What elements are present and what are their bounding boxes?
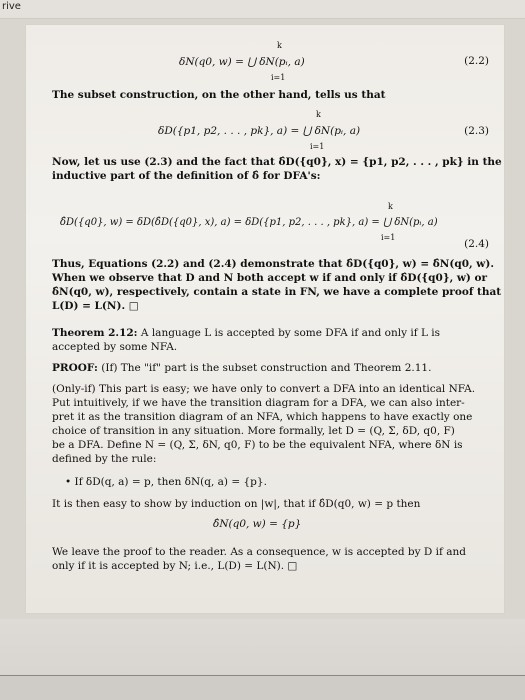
equation-2-2 bbox=[179, 56, 487, 68]
top-bar bbox=[0, 0, 525, 19]
eq24-number: (2.4) bbox=[464, 238, 489, 250]
bullet-text: If δD(q, a) = p, then δN(q, a) = {p}. bbox=[74, 476, 267, 488]
eq22-bottom-index: i=1 bbox=[271, 73, 286, 82]
eq23-top-index: k bbox=[316, 110, 321, 119]
proof-line-4: pret it as the transition diagram of an NFA, which happens to have exactly one bbox=[52, 411, 473, 423]
eq24-left: δ̂D({q0}, w) = δD(δ̂D({q0}, x), a) = δD({p1, p2, . . . , pk}, a) = bbox=[60, 217, 380, 228]
text-line-4: Thus, Equations (2.2) and (2.4) demonstrate that δ̂D({q0}, w) = δ̂N(q0, w). bbox=[52, 258, 494, 270]
eq22-number: (2.2) bbox=[464, 55, 489, 67]
proof-line-2: (Only-if) This part is easy; we have only to convert a DFA into an identical NFA. bbox=[52, 383, 476, 395]
proof-line-7: defined by the rule: bbox=[52, 453, 157, 465]
document-page bbox=[25, 24, 505, 614]
eq23-right: ⋃ δN(pᵢ, a) bbox=[302, 125, 361, 137]
proof-line-5: choice of transition in any situation. More formally, let D = (Q, Σ, δD, q0, F) bbox=[52, 425, 455, 437]
proof-label: PROOF: bbox=[52, 362, 98, 374]
text-line-5: When we observe that D and N both accept w if and only if δ̂D({q0}, w) or bbox=[52, 272, 488, 284]
equation-2-3 bbox=[158, 125, 487, 137]
eq23-number: (2.3) bbox=[464, 125, 489, 137]
text-line-2: Now, let us use (2.3) and the fact that δ̂D({q0}, x) = {p1, p2, . . . , pk} in the bbox=[52, 156, 502, 168]
proof-line-9: We leave the proof to the reader. As a consequence, w is accepted by D if and bbox=[52, 546, 466, 558]
eq24-bottom-index: i=1 bbox=[381, 233, 396, 242]
proof-bullet bbox=[65, 476, 487, 488]
eq24-right: ⋃ δN(pᵢ, a) bbox=[382, 217, 438, 228]
eq23-bottom-index: i=1 bbox=[310, 142, 325, 151]
equation-2-4 bbox=[60, 217, 487, 229]
theorem-line-1 bbox=[52, 327, 487, 339]
theorem-text-1: A language L is accepted by some DFA if and only if L is bbox=[140, 327, 441, 339]
text-line-3: inductive part of the definition of δ̂ for DFA's: bbox=[52, 170, 321, 182]
eq22-left: δN(q0, w) = bbox=[179, 56, 244, 68]
proof-line-10: only if it is accepted by N; i.e., L(D) = L(N). □ bbox=[52, 560, 298, 572]
bullet-dot: • bbox=[65, 476, 72, 488]
text-line-7: L(D) = L(N). □ bbox=[52, 300, 139, 312]
proof-equation: δ̂N(q0, w) = {p} bbox=[213, 518, 302, 530]
text-line-6: δ̂N(q0, w), respectively, contain a state in FN, we have a complete proof that bbox=[52, 286, 502, 298]
bottom-edge bbox=[0, 676, 525, 700]
eq22-right: ⋃ δN(pᵢ, a) bbox=[247, 56, 305, 68]
proof-line-6: be a DFA. Define N = (Q, Σ, δN, q0, F) to be the equivalent NFA, where δN is bbox=[52, 439, 463, 451]
subset-construction-line: The subset construction, on the other hand, tells us that bbox=[52, 89, 386, 101]
proof-line-8: It is then easy to show by induction on |w|, that if δ̂D(q0, w) = p then bbox=[52, 498, 421, 510]
eq23-left: δD({p1, p2, . . . , pk}, a) = bbox=[158, 125, 300, 137]
proof-text-1: (If) The "if" part is the subset construction and Theorem 2.11. bbox=[101, 362, 432, 374]
proof-line-1 bbox=[52, 362, 487, 374]
eq22-top-index: k bbox=[277, 41, 282, 50]
theorem-line-2: accepted by some NFA. bbox=[52, 341, 178, 353]
eq24-top-index: k bbox=[388, 202, 393, 211]
proof-line-3: Put intuitively, if we have the transition diagram for a DFA, we can also inter- bbox=[52, 397, 465, 409]
app-title: rive bbox=[2, 1, 21, 12]
theorem-label: Theorem 2.12: bbox=[52, 327, 138, 339]
